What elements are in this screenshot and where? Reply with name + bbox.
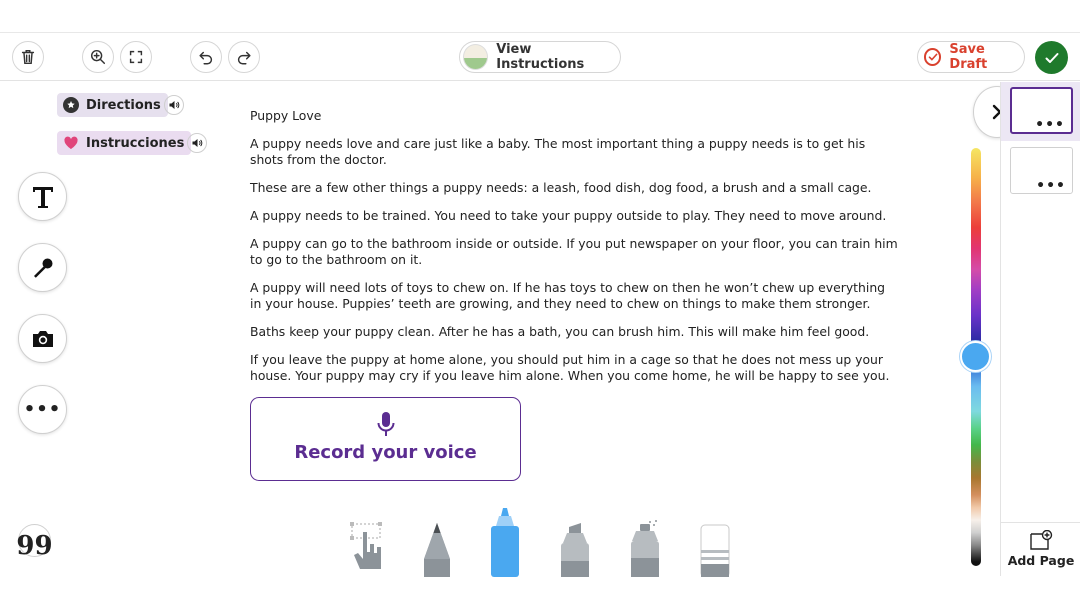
speaker-icon [168, 99, 180, 111]
eraser-tool[interactable] [700, 524, 730, 577]
add-page-label: Add Page [1007, 553, 1075, 568]
submit-button[interactable] [1035, 41, 1068, 74]
microphone-icon [375, 411, 397, 437]
pencil-icon [422, 523, 452, 577]
star-icon [63, 97, 79, 113]
instructions-label: Instrucciones [86, 135, 185, 151]
fullscreen-button[interactable] [120, 41, 152, 73]
page-menu-icon[interactable]: ••• [1035, 117, 1065, 133]
save-check-icon [924, 48, 941, 66]
spray-icon [630, 520, 660, 577]
trash-icon [19, 48, 37, 66]
delete-button[interactable] [12, 41, 44, 73]
spray-tool[interactable] [630, 520, 660, 577]
page-menu-icon[interactable]: ••• [1036, 178, 1066, 194]
add-page-button[interactable] [1001, 522, 1080, 576]
more-tools-button[interactable] [18, 385, 67, 434]
pages-panel [1000, 82, 1080, 576]
passage-paragraph: Baths keep your puppy clean. After he has a bath, you can brush him. This will make him feel good. [250, 324, 870, 339]
passage-title: Puppy Love [250, 108, 322, 123]
heart-icon [63, 135, 79, 151]
directions-button[interactable] [57, 93, 168, 117]
passage-paragraph: If you leave the puppy at home alone, you should put him in a cage so that he does not mess up your house. Your puppy may cry if you leave him alone. When you come home, he will be happy to see you. [250, 352, 890, 383]
text-tool-icon [30, 184, 56, 210]
more-icon: ••• [23, 399, 62, 420]
redo-button[interactable] [228, 41, 260, 73]
instructions-audio-button[interactable] [187, 133, 207, 153]
marker-icon [490, 507, 520, 577]
highlighter-tool[interactable] [560, 523, 590, 577]
reading-passage [250, 108, 900, 396]
microphone-icon [30, 255, 56, 281]
eraser-icon [700, 524, 730, 577]
select-tool[interactable] [348, 521, 388, 577]
directions-label: Directions [86, 97, 161, 113]
microphone-tool-button[interactable] [18, 243, 67, 292]
directions-audio-button[interactable] [164, 95, 184, 115]
drawing-toolbar [340, 505, 740, 577]
redo-icon [235, 48, 253, 66]
save-draft-button[interactable] [917, 41, 1025, 73]
add-page-icon [1029, 530, 1053, 550]
color-slider-knob[interactable] [960, 341, 991, 372]
undo-button[interactable] [190, 41, 222, 73]
undo-icon [197, 48, 215, 66]
select-hand-icon [348, 521, 388, 577]
view-instructions-label: View Instructions [496, 42, 585, 72]
pencil-tool[interactable] [422, 523, 452, 577]
camera-tool-button[interactable] [18, 314, 67, 363]
top-toolbar [0, 32, 1080, 81]
check-icon [1044, 50, 1060, 66]
fullscreen-icon [127, 48, 145, 66]
highlighter-icon [560, 523, 590, 577]
quote-button[interactable] [16, 524, 53, 561]
instructions-button[interactable] [57, 131, 191, 155]
page-thumbnail-2[interactable] [1010, 147, 1073, 194]
passage-paragraph: These are a few other things a puppy needs: a leash, food dish, dog food, a brush and a small cage. [250, 180, 872, 195]
record-voice-label: Record your voice [294, 442, 477, 463]
quote-icon: 99 [16, 530, 53, 561]
marker-tool[interactable] [490, 507, 520, 577]
save-draft-label: Save Draft [949, 42, 988, 72]
camera-icon [30, 326, 56, 352]
speaker-icon [191, 137, 203, 149]
passage-paragraph: A puppy can go to the bathroom inside or outside. If you put newspaper on your floor, you can train him to go to the bathroom on it. [250, 236, 898, 267]
record-voice-button[interactable] [250, 397, 521, 481]
passage-paragraph: A puppy needs love and care just like a baby. The most important thing a puppy needs is to get his shots from the doctor. [250, 136, 866, 167]
passage-paragraph: A puppy will need lots of toys to chew on. If he has toys to chew on then he won’t chew up everything in your house. Puppies’ teeth are growing, and they need to chew on things to make them stronger. [250, 280, 886, 311]
zoom-in-icon [89, 48, 107, 66]
page-thumbnail-1[interactable] [1010, 87, 1073, 134]
zoom-in-button[interactable] [82, 41, 114, 73]
passage-paragraph: A puppy needs to be trained. You need to take your puppy outside to play. They need to move around. [250, 208, 887, 223]
instructions-thumbnail [463, 44, 488, 70]
text-tool-button[interactable] [18, 172, 67, 221]
view-instructions-button[interactable] [459, 41, 621, 73]
